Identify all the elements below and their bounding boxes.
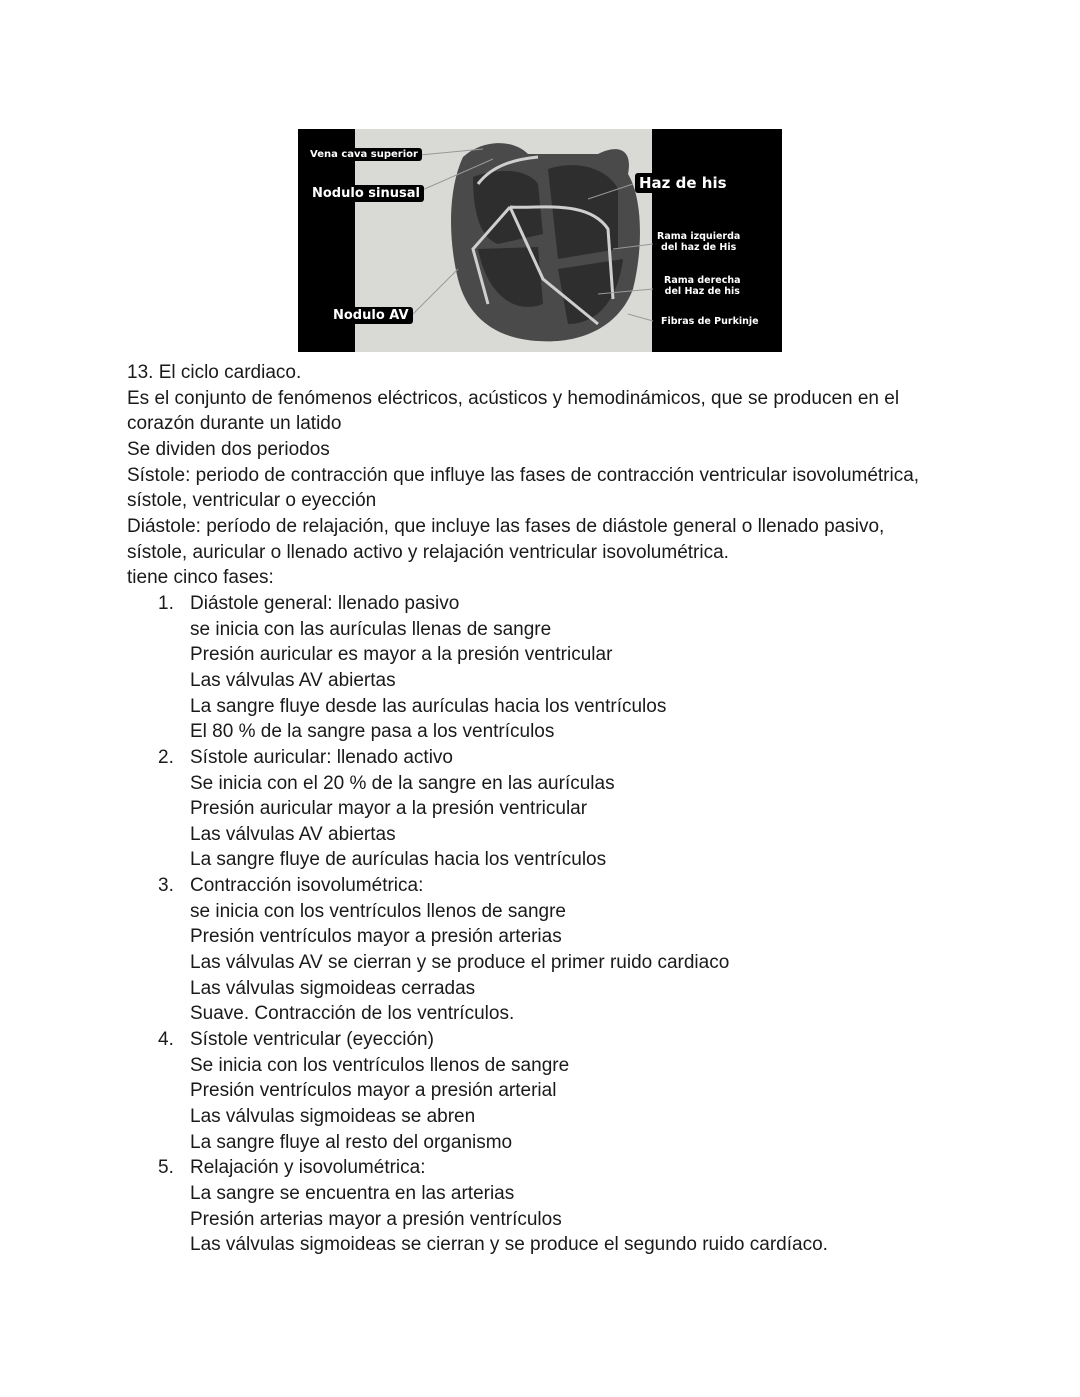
section-title: 13. El ciclo cardiaco. <box>127 362 302 383</box>
phase-item <box>127 1027 957 1155</box>
phase-detail-line: La sangre se encuentra en las arterias <box>190 1183 515 1204</box>
phase-detail-line: La sangre fluye de aurículas hacia los ventrículos <box>190 849 607 871</box>
intro-paragraphs <box>127 386 957 591</box>
phase-detail-line: La sangre fluye al resto del organismo <box>190 1131 513 1153</box>
paragraph-line: Sístole: periodo de contracción que influye las fases de contracción ventricular isovolumétrica, <box>127 464 920 486</box>
phase-item <box>127 745 957 873</box>
phase-detail-line: Las válvulas sigmoideas cerradas <box>190 977 476 999</box>
phase-detail-line: se inicia con las aurículas llenas de sangre <box>190 618 552 640</box>
phase-title: Contracción isovolumétrica: <box>190 875 424 897</box>
phase-detail-line: El 80 % de la sangre pasa a los ventrículos <box>190 721 555 743</box>
paragraph-line: sístole, auricular o llenado activo y relajación ventricular isovolumétrica. <box>127 541 729 563</box>
label-nodulo-av: Nodulo AV <box>329 307 413 324</box>
label-rama-derecha-line1: Rama derecha <box>664 275 741 286</box>
paragraph-line: sístole, ventricular o eyección <box>127 490 377 512</box>
phase-number: 5. <box>158 1157 174 1179</box>
phase-detail-line: Presión ventrículos mayor a presión arterial <box>190 1080 557 1102</box>
phase-detail-line: se inicia con los ventrículos llenos de sangre <box>190 900 566 922</box>
phase-title: Sístole ventricular (eyección) <box>190 1029 434 1051</box>
document-body <box>127 360 957 1258</box>
paragraph-line: Es el conjunto de fenómenos eléctricos, acústicos y hemodinámicos, que se producen en el <box>127 387 900 409</box>
paragraph-line: tiene cinco fases: <box>127 567 274 589</box>
phase-number: 1. <box>158 592 174 614</box>
label-vena-cava-superior: Vena cava superior <box>306 148 422 161</box>
phase-detail-line: La sangre fluye desde las aurículas hacia los ventrículos <box>190 695 667 717</box>
label-rama-izquierda-line1: Rama izquierda <box>657 231 741 242</box>
label-fibras-purkinje: Fibras de Purkinje <box>657 315 763 328</box>
phase-detail-line: Suave. Contracción de los ventrículos. <box>190 1003 515 1025</box>
phase-detail-line: Presión auricular mayor a la presión ventricular <box>190 798 588 820</box>
phase-detail-line: Presión arterias mayor a presión ventrículos <box>190 1208 562 1230</box>
phase-detail-line: Las válvulas AV se cierran y se produce el primer ruido cardiaco <box>190 952 730 974</box>
phase-detail-line: Las válvulas sigmoideas se abren <box>190 1106 476 1128</box>
phase-number: 2. <box>158 746 174 768</box>
label-rama-izquierda <box>653 231 744 255</box>
label-rama-izquierda-line2: del haz de His <box>661 241 737 253</box>
heart-conduction-diagram <box>298 129 782 352</box>
phase-detail-line: Presión auricular es mayor a la presión ventricular <box>190 644 613 666</box>
label-haz-de-his: Haz de his <box>635 173 731 193</box>
phase-detail-line: Se inicia con el 20 % de la sangre en las aurículas <box>190 772 615 794</box>
phase-detail-line: Las válvulas sigmoideas se cierran y se produce el segundo ruido cardíaco. <box>190 1234 828 1256</box>
phase-item <box>127 873 957 1027</box>
phase-item <box>127 1155 957 1258</box>
label-nodulo-sinusal: Nodulo sinusal <box>308 185 424 202</box>
paragraph-line: Diástole: período de relajación, que incluye las fases de diástole general o llenado pasivo, <box>127 515 885 537</box>
phase-title: Relajación y isovolumétrica: <box>190 1157 426 1179</box>
phase-detail-line: Se inicia con los ventrículos llenos de sangre <box>190 1054 570 1076</box>
paragraph-line: corazón durante un latido <box>127 413 342 435</box>
phase-title: Diástole general: llenado pasivo <box>190 592 460 614</box>
phase-detail-line: Las válvulas AV abiertas <box>190 669 396 691</box>
phase-detail-line: Presión ventrículos mayor a presión arterias <box>190 926 562 948</box>
label-rama-derecha <box>660 275 745 299</box>
phase-number: 3. <box>158 875 174 897</box>
phase-item <box>127 591 957 745</box>
label-rama-derecha-line2: del Haz de his <box>664 285 740 297</box>
paragraph-line: Se dividen dos periodos <box>127 438 330 460</box>
phase-list <box>127 591 957 1258</box>
phase-title: Sístole auricular: llenado activo <box>190 746 453 768</box>
phase-detail-line: Las válvulas AV abiertas <box>190 823 396 845</box>
phase-number: 4. <box>158 1029 174 1051</box>
